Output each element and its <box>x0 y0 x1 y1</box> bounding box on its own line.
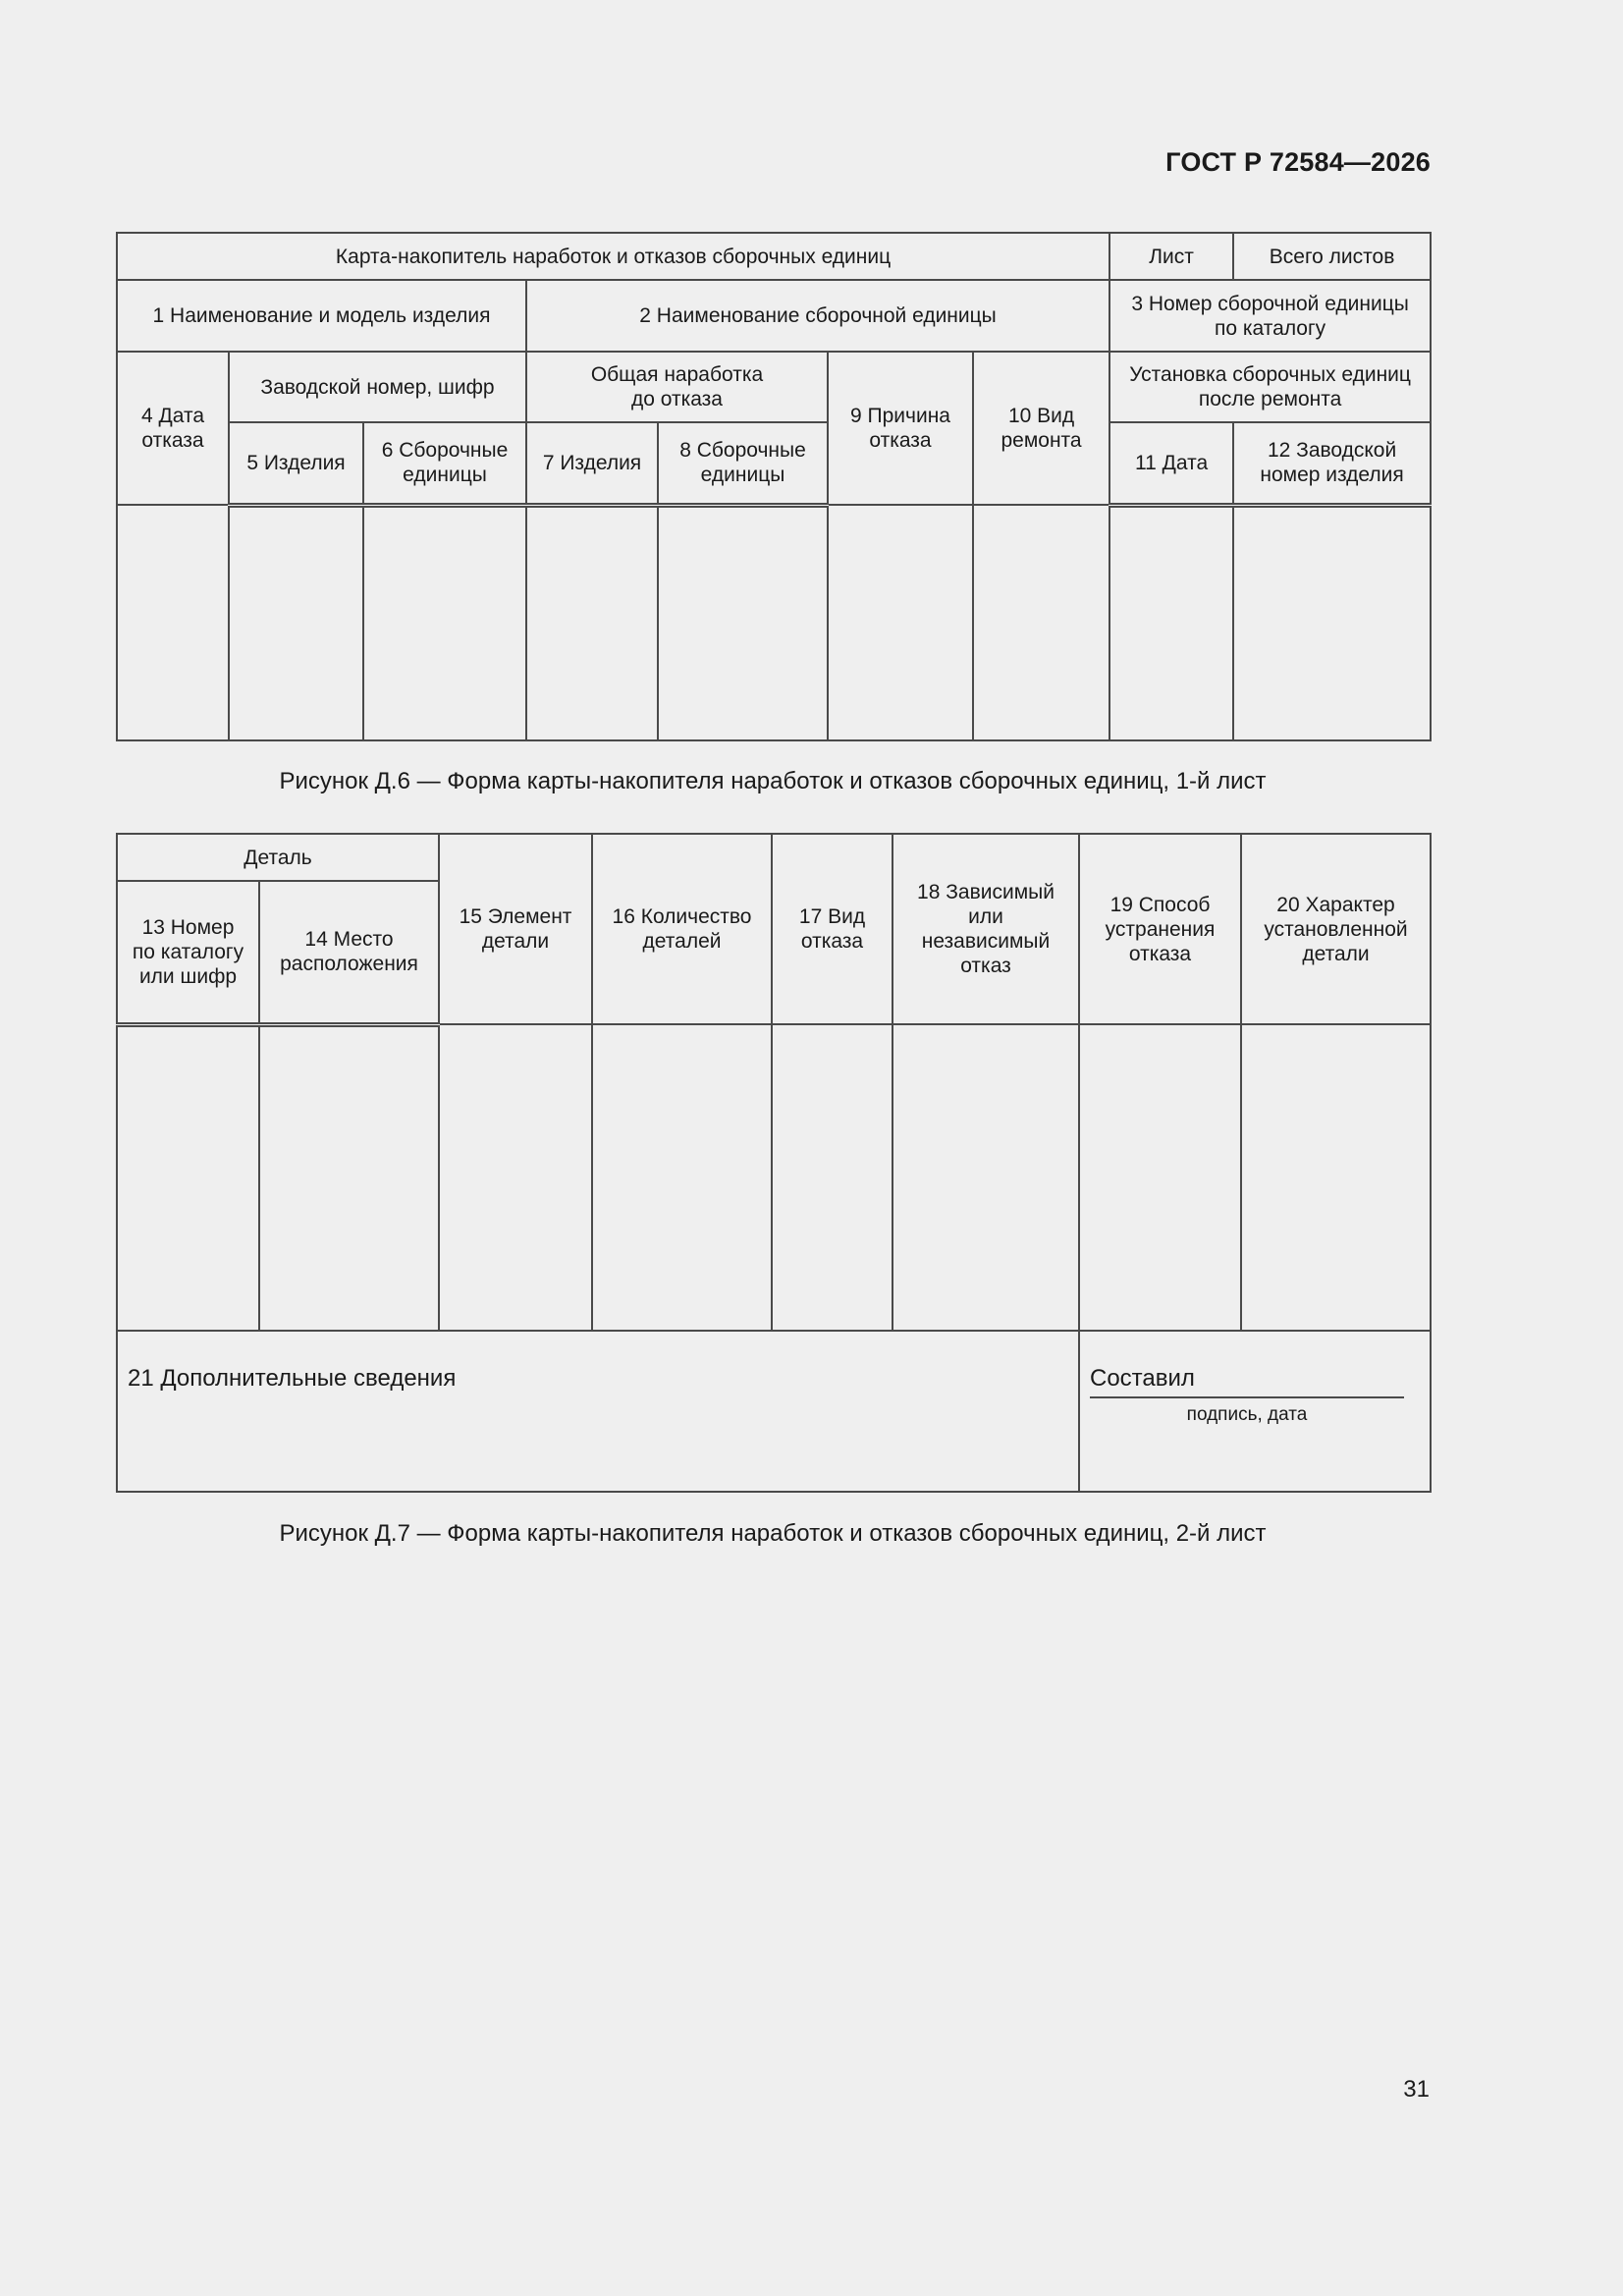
empty-cell <box>526 505 658 740</box>
col-13-catalog-number: 13 Номер по каталогу или шифр <box>117 881 259 1024</box>
empty-cell <box>893 1024 1079 1331</box>
col-7-product: 7 Изделия <box>526 422 658 505</box>
col-15-detail-element: 15 Элемент детали <box>439 834 592 1024</box>
empty-cell <box>772 1024 893 1331</box>
empty-cell <box>828 505 973 740</box>
document-code: ГОСТ Р 72584—2026 <box>1165 147 1431 177</box>
total-runtime-group: Общая наработка до отказа <box>526 352 828 422</box>
empty-cell <box>592 1024 772 1331</box>
col-4-failure-date: 4 Дата отказа <box>117 352 229 505</box>
empty-cell <box>658 505 828 740</box>
empty-cell <box>1079 1024 1241 1331</box>
table-row <box>117 1024 1431 1331</box>
form-sheet-2 <box>116 833 1432 1493</box>
compiled-by-label: Составил <box>1090 1365 1195 1392</box>
col-9-failure-cause: 9 Причина отказа <box>828 352 973 505</box>
col-6-assembly-units: 6 Сборочные единицы <box>363 422 526 505</box>
total-sheets-label: Всего листов <box>1233 233 1431 280</box>
signature-caption: подпись, дата <box>1186 1404 1308 1425</box>
col-5-product: 5 Изделия <box>229 422 363 505</box>
col-8-assembly-units: 8 Сборочные единицы <box>658 422 828 505</box>
figure-6-caption: Рисунок Д.6 — Форма карты-накопителя наработок и отказов сборочных единиц, 1-й лист <box>279 768 1267 794</box>
figure-7-caption: Рисунок Д.7 — Форма карты-накопителя наработок и отказов сборочных единиц, 2-й лист <box>279 1520 1267 1547</box>
empty-cell <box>1233 505 1431 740</box>
col-1-product-name: 1 Наименование и модель изделия <box>117 280 526 352</box>
empty-cell <box>363 505 526 740</box>
empty-cell <box>1241 1024 1431 1331</box>
empty-cell <box>259 1024 439 1331</box>
col-3-assembly-number: 3 Номер сборочной единицы по каталогу <box>1109 280 1431 352</box>
form-sheet-1 <box>116 232 1432 741</box>
detail-group: Деталь <box>117 834 439 881</box>
col-2-assembly-name: 2 Наименование сборочной единицы <box>526 280 1109 352</box>
empty-cell <box>973 505 1109 740</box>
empty-cell <box>117 1024 259 1331</box>
table-row <box>117 505 1431 740</box>
col-12-factory-number: 12 Заводской номер изделия <box>1233 422 1431 505</box>
col-11-date: 11 Дата <box>1109 422 1233 505</box>
sheet-label: Лист <box>1109 233 1233 280</box>
col-16-detail-count: 16 Количество деталей <box>592 834 772 1024</box>
empty-cell <box>117 505 229 740</box>
additional-info-label: 21 Дополнительные сведения <box>128 1365 457 1392</box>
col-17-failure-type: 17 Вид отказа <box>772 834 893 1024</box>
col-19-elimination-method: 19 Способ устранения отказа <box>1079 834 1241 1024</box>
installation-group: Установка сборочных единиц после ремонта <box>1109 352 1431 422</box>
empty-cell <box>229 505 363 740</box>
col-14-location: 14 Место расположения <box>259 881 439 1024</box>
page-number: 31 <box>1403 2076 1430 2103</box>
empty-cell <box>439 1024 592 1331</box>
col-10-repair-type: 10 Вид ремонта <box>973 352 1109 505</box>
compiled-by-cell <box>1079 1331 1431 1492</box>
factory-number-group: Заводской номер, шифр <box>229 352 526 422</box>
col-21-additional-info <box>117 1331 1079 1492</box>
signature-line <box>1090 1396 1404 1398</box>
col-18-dependent-failure: 18 Зависимый или независимый отказ <box>893 834 1079 1024</box>
form-title: Карта-накопитель наработок и отказов сборочных единиц <box>117 233 1109 280</box>
col-20-detail-character: 20 Характер установленной детали <box>1241 834 1431 1024</box>
empty-cell <box>1109 505 1233 740</box>
